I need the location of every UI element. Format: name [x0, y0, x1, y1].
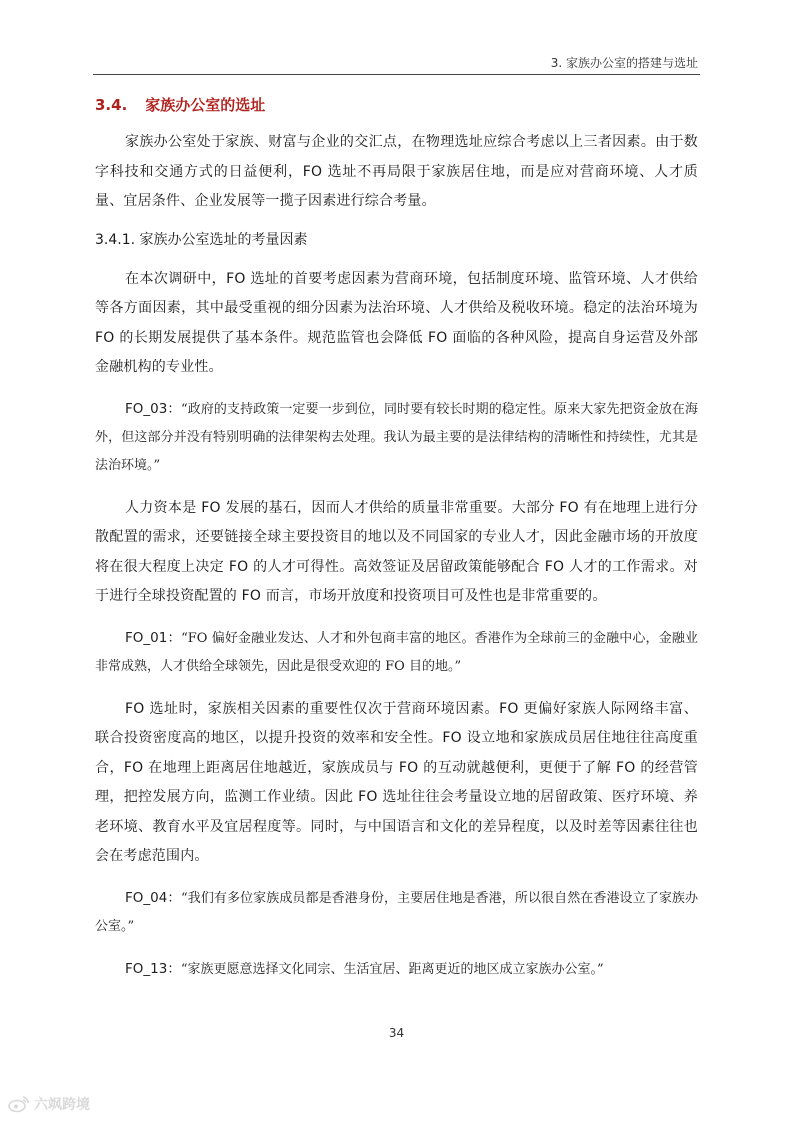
interview-quote-fo03 — [95, 395, 698, 480]
quote-source-id: FO_01： — [125, 629, 182, 646]
quote-source-id: FO_04： — [125, 889, 181, 906]
interview-quote-fo13 — [95, 955, 698, 984]
paragraph-family-factors: FO 选址时，家族相关因素的重要性仅次于营商环境因素。FO 更偏好家族人际网络丰富、联合投资密度高的地区，以提升投资的效率和安全性。FO 设立地和家族成员居住地往往高度重合，FO 在地理上距离居住地越近，家族成员与 FO 的互动就越便利，更便于了解 FO 的经营管理，把控发展方向，监测工作业绩。因此 FO 选址往往会考量设立地的居留政策、医疗环境、养老环境、教育水平及宜居程度等。同时，与中国语言和文化的差异程度，以及时差等因素往往也会在考虑范围内。 — [95, 700, 698, 864]
page-content — [95, 94, 698, 998]
interview-quote-fo04 — [95, 884, 698, 941]
watermark-text: 六飒跨境 — [34, 1097, 90, 1113]
weibo-logo-icon — [8, 1095, 30, 1113]
quote-text: “政府的支持政策一定要一步到位，同时要有较长时期的稳定性。原来大家先把资金放在海外，但这部分并没有特别明确的法律架构去处理。我认为最主要的是法律结构的清晰性和持续性，尤其是法治环境。” — [95, 401, 698, 473]
section-heading — [95, 94, 698, 116]
page-number: 34 — [388, 1026, 405, 1040]
subsection-heading: 3.4.1. 家族办公室选址的考量因素 — [95, 231, 308, 248]
paragraph-human-capital: 人力资本是 FO 发展的基石，因而人才供给的质量非常重要。大部分 FO 有在地理上进行分散配置的需求，还要链接全球主要投资目的地以及不同国家的专业人才，因此金融市场的开放度将在很大程度上决定 FO 的人才可得性。高效签证及居留政策能够配合 FO 人才的工作需求。对于进行全球投资配置的 FO 而言，市场开放度和投资项目可及性也是非常重要的。 — [95, 499, 698, 604]
quote-text: “我们有多位家族成员都是香港身份，主要居住地是香港，所以很自然在香港设立了家族办公室。” — [95, 890, 698, 934]
quote-source-id: FO_13： — [125, 960, 181, 977]
section-intro-paragraph: 家族办公室处于家族、财富与企业的交汇点，在物理选址应综合考虑以上三者因素。由于数字科技和交通方式的日益便利，FO 选址不再局限于家族居住地，而是应对营商环境、人才质量、宜居条件、企业发展等一揽子因素进行综合考量。 — [95, 134, 698, 209]
section-number: 3.4. — [95, 96, 128, 114]
header-divider — [93, 74, 700, 75]
interview-quote-fo01 — [95, 624, 698, 681]
quote-text: “FO 偏好金融业发达、人才和外包商丰富的地区。香港作为全球前三的金融中心，金融业非常成熟，人才供给全球领先，因此是很受欢迎的 FO 目的地。” — [95, 630, 698, 674]
paragraph-business-environment: 在本次调研中，FO 选址的首要考虑因素为营商环境，包括制度环境、监管环境、人才供给等各方面因素，其中最受重视的细分因素为法治环境、人才供给及税收环境。稳定的法治环境为 FO 的长期发展提供了基本条件。规范监管也会降低 FO 面临的各种风险，提高自身运营及外部金融机构的专业性。 — [95, 270, 698, 375]
quote-source-id: FO_03： — [125, 400, 181, 417]
running-header: 3. 家族办公室的搭建与选址 — [550, 56, 698, 70]
watermark — [8, 1094, 90, 1114]
section-title: 家族办公室的选址 — [145, 96, 266, 114]
quote-text: “家族更愿意选择文化同宗、生活宜居、距离更近的地区成立家族办公室。” — [180, 961, 604, 977]
